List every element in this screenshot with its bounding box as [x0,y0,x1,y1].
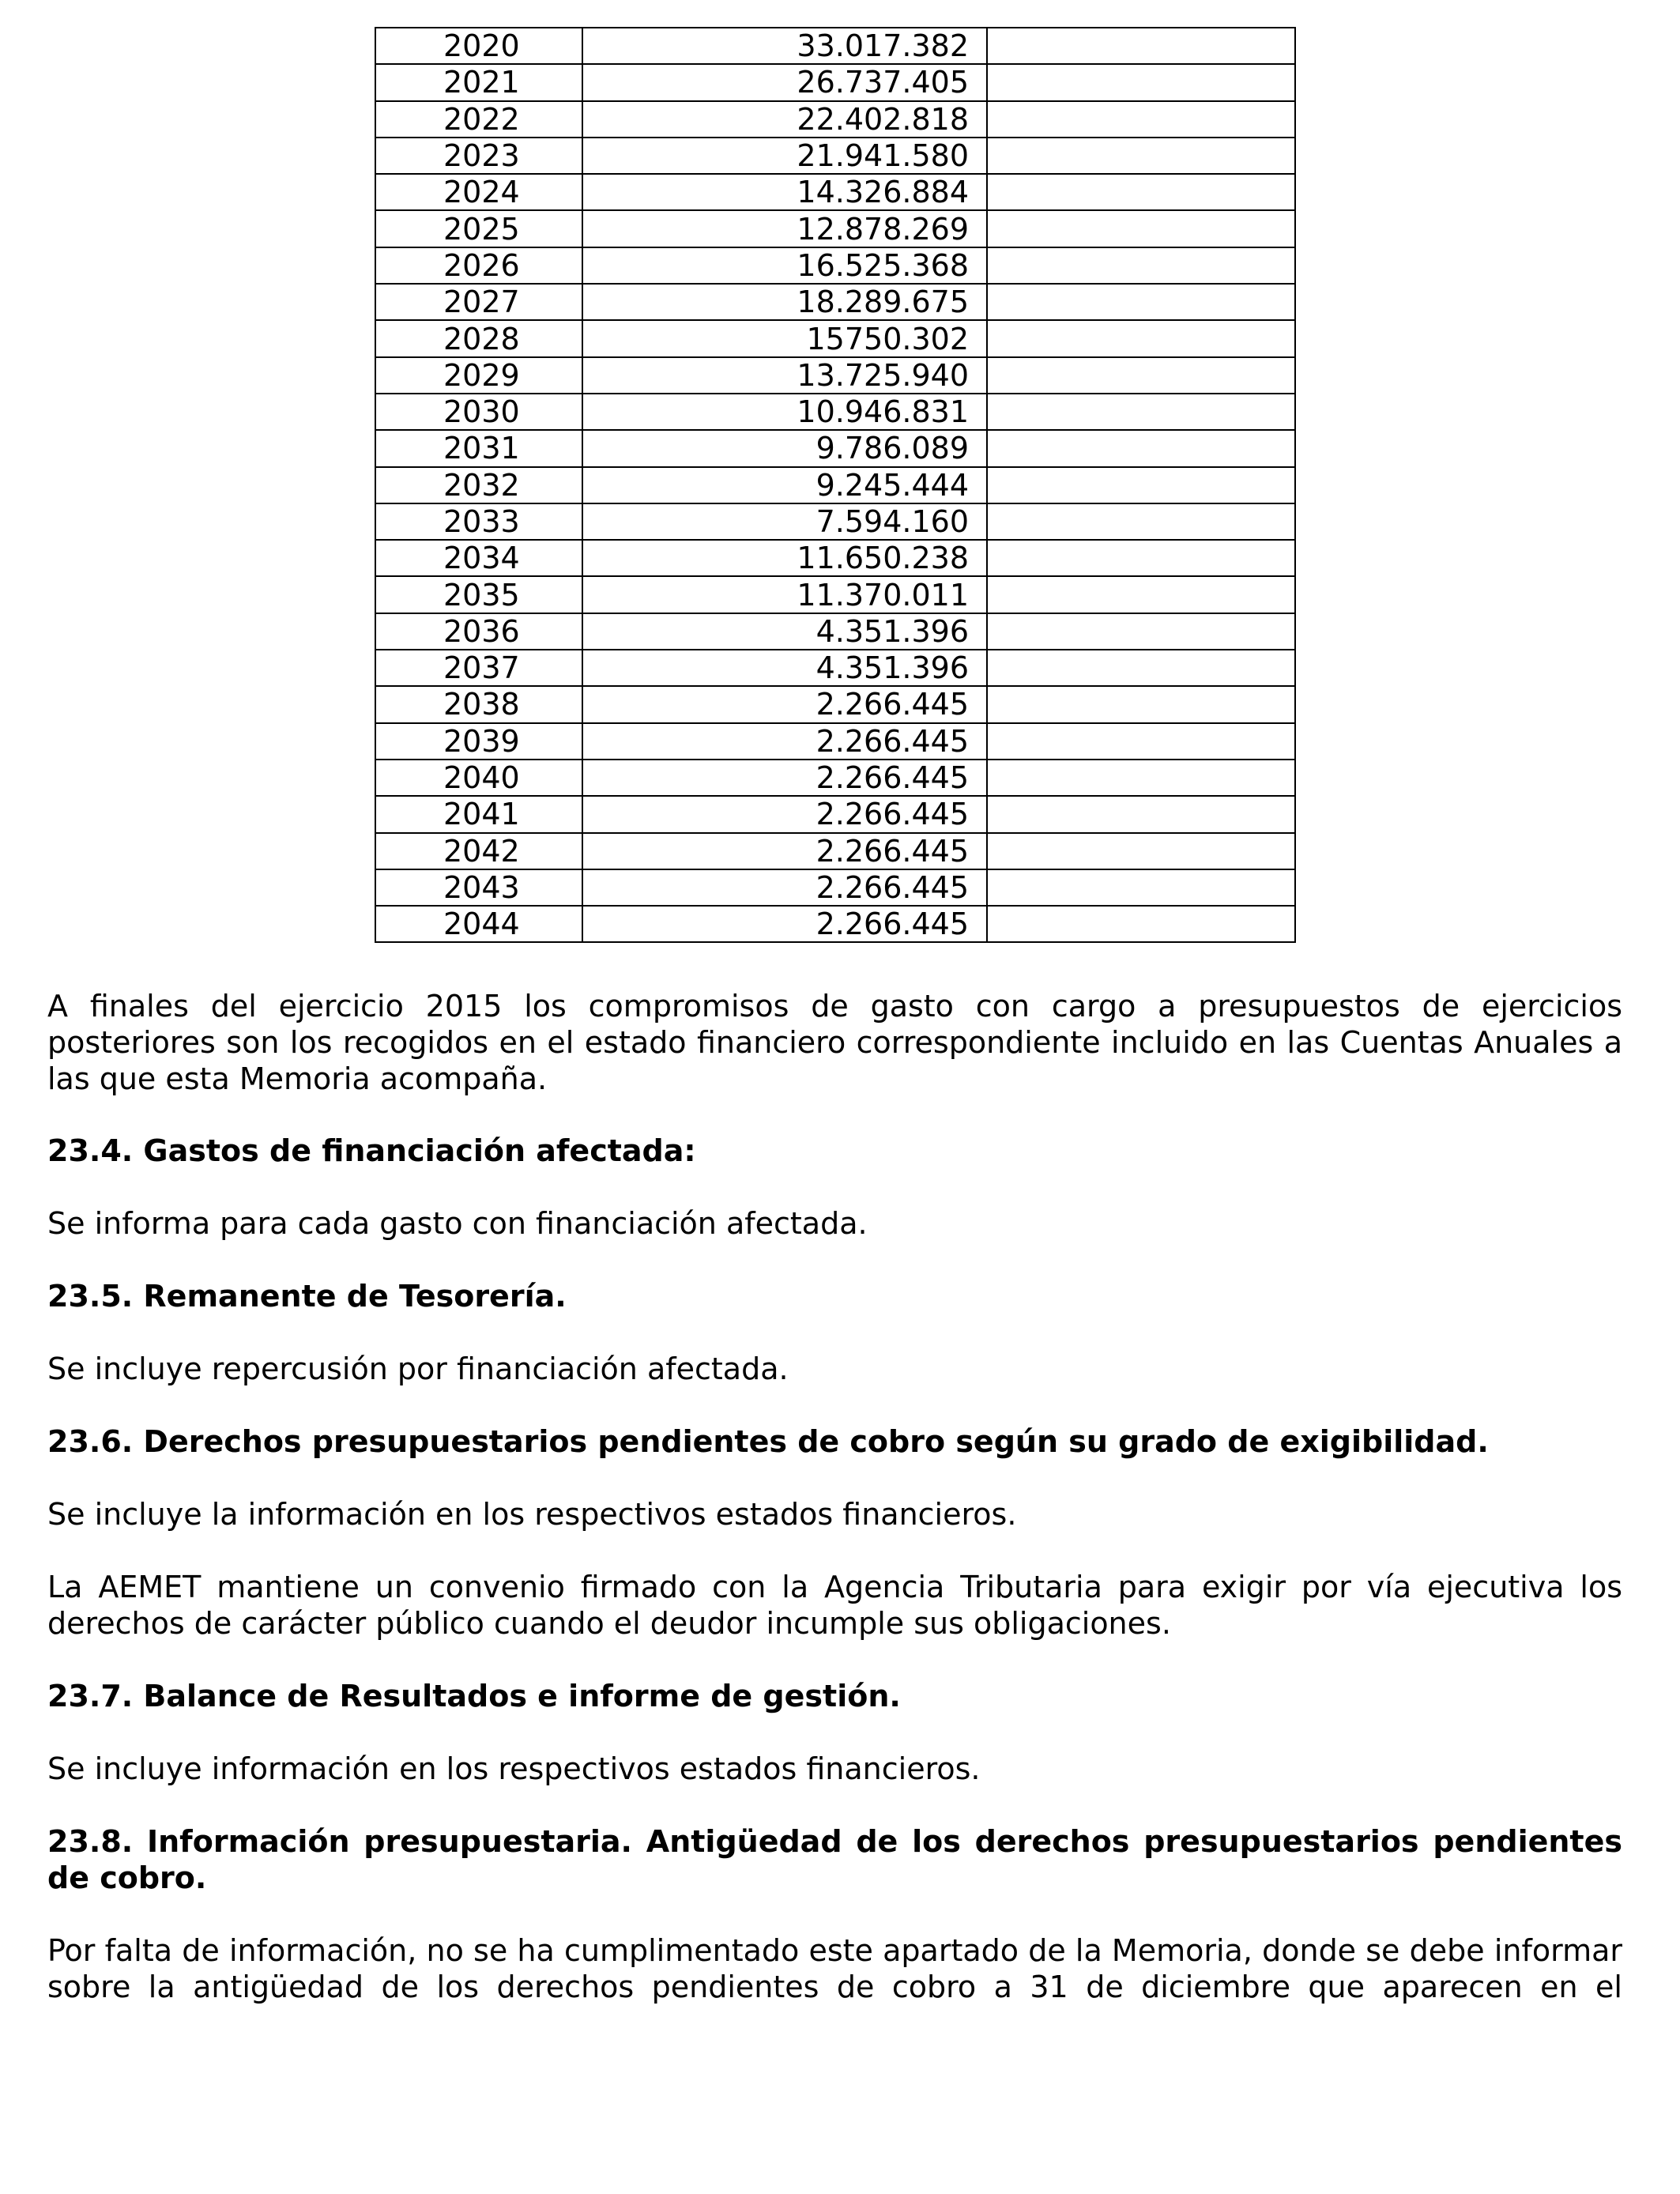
amount-cell: 2.266.445 [582,796,987,832]
amount-cell: 10.946.831 [582,394,987,430]
empty-cell [987,869,1295,906]
table-row [375,174,1295,210]
amount-cell: 9.786.089 [582,430,987,466]
year-cell: 2041 [375,796,582,832]
table-row [375,394,1295,430]
empty-cell [987,723,1295,760]
year-cell: 2030 [375,394,582,430]
table-row [375,467,1295,503]
section-text-23-6b: La AEMET mantiene un convenio firmado con la Agencia Tributaria para exigir por vía ejecutiva los derechos de carácter público cuando el deudor incumple sus obligaciones. [47,1570,1622,1642]
amount-cell: 22.402.818 [582,101,987,138]
year-cell: 2036 [375,613,582,650]
year-cell: 2033 [375,503,582,540]
amount-cell: 18.289.675 [582,284,987,320]
year-cell: 2025 [375,210,582,247]
empty-cell [987,430,1295,466]
empty-cell [987,796,1295,832]
empty-cell [987,284,1295,320]
commitments-by-year-table [375,27,1296,943]
empty-cell [987,467,1295,503]
amount-cell: 26.737.405 [582,64,987,100]
table-row [375,686,1295,722]
section-text-23-8: Por falta de información, no se ha cumplimentado este apartado de la Memoria, donde se debe informar sobre la antigüedad de los derechos pendientes de cobro a 31 de diciembre que aparecen en el [47,1933,1622,2005]
section-text-23-6a: Se incluye la información en los respectivos estados financieros. [47,1497,1017,1532]
table-row [375,650,1295,686]
year-cell: 2044 [375,906,582,942]
year-cell: 2020 [375,28,582,64]
empty-cell [987,503,1295,540]
empty-cell [987,760,1295,796]
table-row [375,101,1295,138]
intro-paragraph: A finales del ejercicio 2015 los compromisos de gasto con cargo a presupuestos de ejercicios posteriores son los recogidos en el estado financiero correspondiente incluido en las Cuentas Anuales a las que esta Memoria acompaña. [47,989,1622,1097]
year-cell: 2023 [375,138,582,174]
section-heading-23-5: 23.5. Remanente de Tesorería. [47,1279,567,1314]
empty-cell [987,906,1295,942]
year-cell: 2040 [375,760,582,796]
amount-cell: 2.266.445 [582,723,987,760]
empty-cell [987,686,1295,722]
amount-cell: 33.017.382 [582,28,987,64]
table-row [375,210,1295,247]
amount-cell: 14.326.884 [582,174,987,210]
table-body [375,28,1295,942]
amount-cell: 9.245.444 [582,467,987,503]
table-row [375,64,1295,100]
year-cell: 2037 [375,650,582,686]
empty-cell [987,394,1295,430]
table-row [375,28,1295,64]
empty-cell [987,64,1295,100]
section-heading-23-6: 23.6. Derechos presupuestarios pendientes de cobro según su grado de exigibilidad. [47,1424,1489,1460]
amount-cell: 16.525.368 [582,247,987,284]
amount-cell: 2.266.445 [582,686,987,722]
empty-cell [987,357,1295,394]
empty-cell [987,138,1295,174]
amount-cell: 4.351.396 [582,613,987,650]
empty-cell [987,28,1295,64]
amount-cell: 21.941.580 [582,138,987,174]
year-cell: 2034 [375,540,582,576]
year-cell: 2039 [375,723,582,760]
section-heading-23-7: 23.7. Balance de Resultados e informe de gestión. [47,1679,901,1714]
year-cell: 2024 [375,174,582,210]
amount-cell: 4.351.396 [582,650,987,686]
amount-cell: 2.266.445 [582,760,987,796]
empty-cell [987,650,1295,686]
table-row [375,723,1295,760]
empty-cell [987,576,1295,613]
empty-cell [987,320,1295,356]
section-text-23-7: Se incluye información en los respectivos estados financieros. [47,1751,981,1787]
amount-cell: 7.594.160 [582,503,987,540]
year-cell: 2028 [375,320,582,356]
empty-cell [987,101,1295,138]
table-row [375,503,1295,540]
section-heading-23-8: 23.8. Información presupuestaria. Antigüedad de los derechos presupuestarios pendientes de cobro. [47,1824,1622,1896]
table-row [375,540,1295,576]
amount-cell: 15750.302 [582,320,987,356]
table-row [375,320,1295,356]
year-cell: 2038 [375,686,582,722]
table-row [375,796,1295,832]
year-cell: 2043 [375,869,582,906]
table-row [375,247,1295,284]
empty-cell [987,540,1295,576]
table-row [375,833,1295,869]
table-row [375,430,1295,466]
amount-cell: 12.878.269 [582,210,987,247]
table-row [375,906,1295,942]
year-cell: 2026 [375,247,582,284]
document-page [47,27,1622,2005]
amount-cell: 2.266.445 [582,906,987,942]
empty-cell [987,174,1295,210]
amount-cell: 2.266.445 [582,869,987,906]
section-text-23-5: Se incluye repercusión por financiación afectada. [47,1351,789,1387]
table-row [375,576,1295,613]
amount-cell: 11.370.011 [582,576,987,613]
empty-cell [987,210,1295,247]
table-row [375,613,1295,650]
amount-cell: 2.266.445 [582,833,987,869]
section-heading-23-4: 23.4. Gastos de financiación afectada: [47,1133,696,1169]
year-cell: 2029 [375,357,582,394]
table-row [375,357,1295,394]
empty-cell [987,833,1295,869]
year-cell: 2021 [375,64,582,100]
table-row [375,284,1295,320]
year-cell: 2022 [375,101,582,138]
table-row [375,869,1295,906]
year-cell: 2031 [375,430,582,466]
amount-cell: 11.650.238 [582,540,987,576]
empty-cell [987,247,1295,284]
empty-cell [987,613,1295,650]
year-cell: 2042 [375,833,582,869]
year-cell: 2035 [375,576,582,613]
table-row [375,138,1295,174]
year-cell: 2032 [375,467,582,503]
table-row [375,760,1295,796]
amount-cell: 13.725.940 [582,357,987,394]
section-text-23-4: Se informa para cada gasto con financiación afectada. [47,1206,868,1242]
year-cell: 2027 [375,284,582,320]
